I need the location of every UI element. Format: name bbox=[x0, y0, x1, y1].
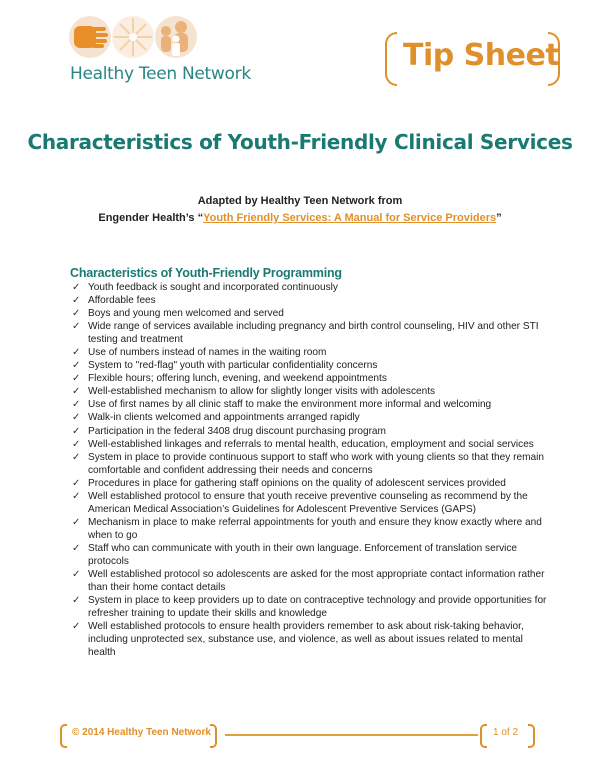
list-item bbox=[70, 451, 550, 477]
list-item bbox=[70, 372, 550, 385]
list-item-text: System in place to keep providers up to date on contraceptive technology and provide opportunities for refresher training to update their skills and knowledge bbox=[88, 595, 547, 620]
attribution bbox=[0, 193, 600, 227]
check-icon: ✓ bbox=[72, 399, 81, 411]
check-icon: ✓ bbox=[72, 295, 81, 307]
check-icon: ✓ bbox=[72, 412, 81, 424]
check-icon: ✓ bbox=[72, 321, 81, 333]
list-item-text: Affordable fees bbox=[88, 295, 156, 307]
footer bbox=[60, 722, 538, 748]
tip-sheet-badge bbox=[385, 30, 560, 86]
right-bracket-icon bbox=[548, 32, 560, 86]
page-title: Characteristics of Youth-Friendly Clinical Services bbox=[27, 130, 573, 154]
list-item-text: Well-established linkages and referrals to mental health, education, employment and social services bbox=[88, 438, 534, 450]
attribution-prefix: Engender Health’s “ bbox=[98, 212, 204, 224]
check-icon: ✓ bbox=[72, 438, 81, 450]
logo bbox=[68, 14, 288, 94]
org-name: Healthy Teen Network bbox=[70, 64, 251, 84]
footer-right-bracket-icon bbox=[210, 724, 217, 748]
check-icon: ✓ bbox=[72, 373, 81, 385]
list-item-text: Mechanism in place to make referral appointments for youth and ensure they know exactly where and when to go bbox=[88, 516, 542, 541]
attribution-line-2 bbox=[0, 210, 600, 227]
list-item bbox=[70, 425, 550, 438]
footer-left-bracket-icon bbox=[60, 724, 67, 748]
list-item bbox=[70, 320, 550, 346]
list-item bbox=[70, 385, 550, 398]
list-item-text: Flexible hours; offering lunch, evening, and weekend appointments bbox=[88, 373, 387, 385]
check-icon: ✓ bbox=[72, 542, 81, 554]
list-item bbox=[70, 359, 550, 372]
page-number: 1 of 2 bbox=[493, 727, 519, 738]
check-icon: ✓ bbox=[72, 569, 81, 581]
list-item-text: Well-established mechanism to allow for slightly longer visits with adolescents bbox=[88, 386, 436, 398]
list-item bbox=[70, 438, 550, 451]
list-item-text: Well established protocol so adolescents are asked for the most appropriate contact information rather than their home contact details bbox=[88, 569, 545, 594]
page-right-bracket-icon bbox=[528, 724, 535, 748]
list-item-text: System in place to provide continuous support to staff who work with young clients so that they remain comfortable and confident addressing their needs and concerns bbox=[88, 451, 544, 476]
check-icon: ✓ bbox=[72, 595, 81, 607]
check-icon: ✓ bbox=[72, 360, 81, 372]
list-item bbox=[70, 516, 550, 542]
list-item bbox=[70, 294, 550, 307]
list-item-text: Wide range of services available including pregnancy and birth control counseling, HIV and other STI testing and treatment bbox=[88, 321, 539, 346]
check-icon: ✓ bbox=[72, 451, 81, 463]
footer-divider bbox=[225, 734, 478, 736]
logo-icon bbox=[68, 14, 198, 60]
list-item bbox=[70, 411, 550, 424]
characteristics-list bbox=[70, 281, 550, 659]
page-left-bracket-icon bbox=[480, 724, 487, 748]
list-item-text: Well established protocol to ensure that youth receive preventive counseling as recommend by the American Medical Association’s Guidelines for Adolescent Preventive Services (GAPS) bbox=[88, 490, 528, 515]
list-item bbox=[70, 594, 550, 620]
check-icon: ✓ bbox=[72, 282, 81, 293]
list-item-text: Procedures in place for gathering staff opinions on the quality of adolescent services provided bbox=[88, 477, 506, 489]
attribution-line-1: Adapted by Healthy Teen Network from bbox=[197, 195, 403, 207]
list-item-text: System to "red-flag" youth with particular confidentiality concerns bbox=[88, 360, 378, 372]
list-item bbox=[70, 477, 550, 490]
list-item bbox=[70, 568, 550, 594]
list-item bbox=[70, 542, 550, 568]
list-item-text: Well established protocols to ensure health providers remember to ask about risk-taking behavior, including unprotected sex, substance use, and violence, as well as about issues related to mental health bbox=[88, 621, 524, 659]
list-item bbox=[70, 490, 550, 516]
list-item-text: Walk-in clients welcomed and appointments arranged rapidly bbox=[88, 412, 360, 424]
list-item bbox=[70, 346, 550, 359]
programming-section bbox=[70, 266, 550, 659]
source-link[interactable]: Youth Friendly Services: A Manual for Service Providers bbox=[203, 212, 497, 224]
list-item-text: Participation in the federal 3408 drug discount purchasing program bbox=[88, 425, 386, 437]
tip-sheet-label: Tip Sheet bbox=[403, 38, 560, 73]
list-item-text: Boys and young men welcomed and served bbox=[88, 308, 284, 320]
list-item bbox=[70, 307, 550, 320]
section-heading: Characteristics of Youth-Friendly Programming bbox=[70, 266, 342, 280]
list-item bbox=[70, 620, 550, 659]
check-icon: ✓ bbox=[72, 425, 81, 437]
check-icon: ✓ bbox=[72, 386, 81, 398]
list-item-text: Staff who can communicate with youth in their own language. Enforcement of translation service protocols bbox=[88, 542, 518, 567]
list-item-text: Youth feedback is sought and incorporated continuously bbox=[88, 282, 338, 293]
check-icon: ✓ bbox=[72, 490, 81, 502]
list-item-text: Use of numbers instead of names in the waiting room bbox=[88, 347, 327, 359]
list-item bbox=[70, 281, 550, 294]
list-item bbox=[70, 398, 550, 411]
left-bracket-icon bbox=[385, 32, 397, 86]
check-icon: ✓ bbox=[72, 477, 81, 489]
check-icon: ✓ bbox=[72, 347, 81, 359]
check-icon: ✓ bbox=[72, 308, 81, 320]
check-icon: ✓ bbox=[72, 621, 81, 633]
list-item-text: Use of first names by all clinic staff to make the environment more informal and welcoming bbox=[88, 399, 492, 411]
check-icon: ✓ bbox=[72, 516, 81, 528]
copyright: © 2014 Healthy Teen Network bbox=[72, 727, 211, 738]
attribution-suffix: ” bbox=[496, 212, 502, 224]
